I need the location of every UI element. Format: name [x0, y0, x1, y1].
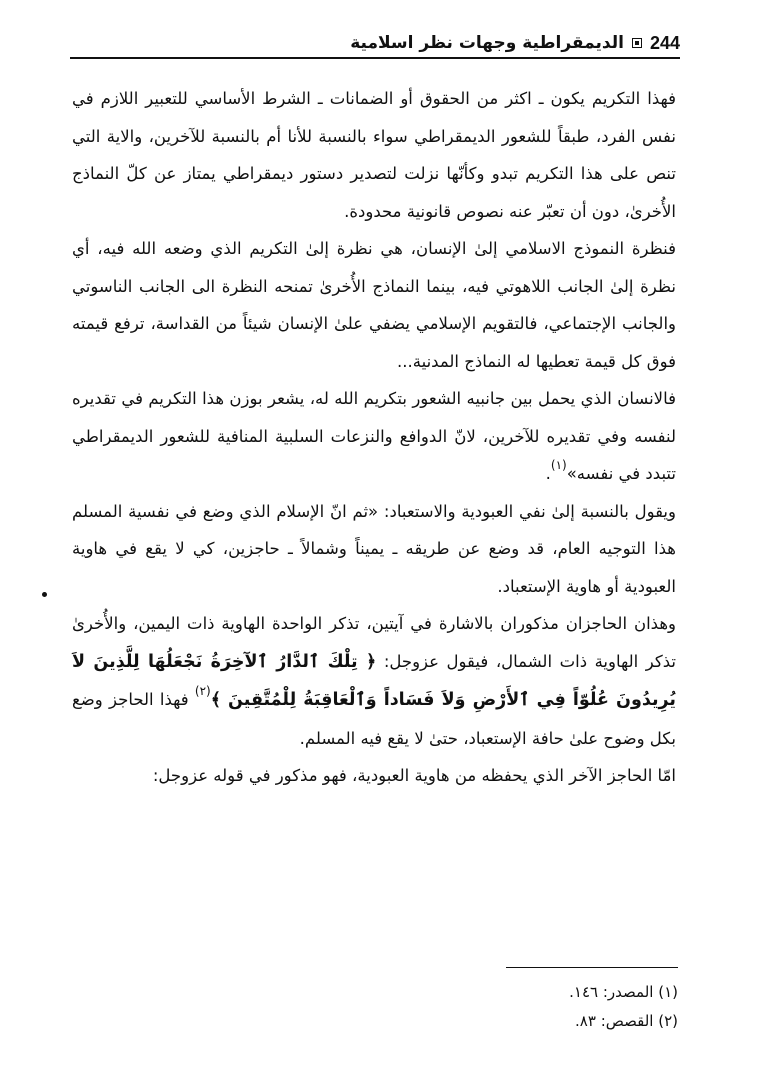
margin-dot	[42, 592, 47, 597]
paragraph-4: ويقول بالنسبة إلىٰ نفي العبودية والاستعباد: «ثم انّ الإسلام الذي وضع في نفسية المسلم هذا التوجيه العام، قد وضع عن طريقه ـ يميناً وشمالاً ـ حاجزين، كي لا يقع في هاوية العبودية أو هاوية الإستعباد.	[72, 501, 676, 596]
footnote-divider	[506, 967, 678, 968]
paragraph-5-text: وهذان الحاجزان مذكوران بالاشارة في آيتين، تذكر الواحدة الهاوية ذات اليمين، والأُخرىٰ تذكر الهاوية ذات الشمال، فيقول عزوجل:	[72, 614, 676, 671]
page-number: 244	[649, 32, 680, 53]
paragraph-5	[72, 605, 676, 757]
square-bullet-icon	[632, 38, 642, 48]
footnote-2: (٢) القصص: ٨٣.	[575, 1012, 678, 1030]
paragraph-1: فهذا التكريم يكون ـ اكثر من الحقوق أو الضمانات ـ الشرط الأساسي للتعبير اللازم في نفس الفرد، طبقاً للشعور الديمقراطي سواء بالنسبة للأنا أم بالنسبة للآخرين، والاية التي تنص على هذا التكريم تبدو وكأنّها نزلت لتصدير دستور ديمقراطي يمتاز عن كلّ النماذج الأُخرىٰ، دون أن تعبّر عنه نصوص قانونية محدودة.	[72, 89, 676, 221]
footnote-mark-2: (٢)	[194, 683, 211, 698]
quran-verse: ﴿ تِلْكَ ٱلدَّارُ ٱلآخِرَةُ نَجْعَلُهَا لِلَّذِينَ لاَ يُرِيدُونَ عُلُوّاً فِي ٱلأَرْضِ وَلاَ فَسَاداً وَٱلْعَاقِبَةُ لِلْمُتَّقِينَ ﴾	[72, 651, 677, 710]
paragraph-3: فالانسان الذي يحمل بين جانبيه الشعور بتكريم الله له، يشعر بوزن هذا التكريم في تقديره لنفسه وفي تقديره للآخرين، لانّ الدوافع والنزعات السلبية المنافية للشعور الديمقراطي تتبدد في نفسه»$^{(١)}$.	[72, 389, 676, 483]
running-title: الديمقراطية وجهات نظر اسلامية	[350, 33, 624, 53]
footnote-1: (١) المصدر: ١٤٦.	[569, 983, 678, 1001]
header-divider	[70, 57, 680, 59]
footnotes	[380, 978, 678, 1036]
paragraph-2: فنظرة النموذج الاسلامي إلىٰ الإنسان، هي نظرة إلىٰ التكريم الذي وضعه الله فيه، أي نظرة إلىٰ الجانب اللاهوتي فيه، بينما النماذج الأُخرىٰ تمنحه النظرة الى الجانب الناسوتي والجانب الإجتماعي، فالتقويم الإسلامي يضفي علىٰ الإنسان شيئاً من القداسة، ترفع قيمته فوق كل قيمة تعطيها له النماذج المدنية...	[72, 239, 676, 371]
main-text	[72, 80, 676, 795]
paragraph-5-continuation: فهذا الحاجز وضع بكل وضوح علىٰ حافة الإستعباد، حتىٰ لا يقع فيه المسلم.	[72, 690, 676, 748]
paragraph-3-text: فالانسان الذي يحمل بين جانبيه الشعور بتكريم الله له، يشعر بوزن هذا التكريم في تقديره لنفسه وفي تقديره للآخرين، لانّ الدوافع والنزعات السلبية المنافية للشعور الديمقراطي تتبدد في نفسه»	[72, 389, 676, 483]
paragraph-6: امّا الحاجز الآخر الذي يحفظه من هاوية العبودية، فهو مذكور في قوله عزوجل:	[152, 766, 676, 785]
footnote-mark-1: (١)	[550, 457, 567, 472]
page-header	[70, 30, 680, 56]
